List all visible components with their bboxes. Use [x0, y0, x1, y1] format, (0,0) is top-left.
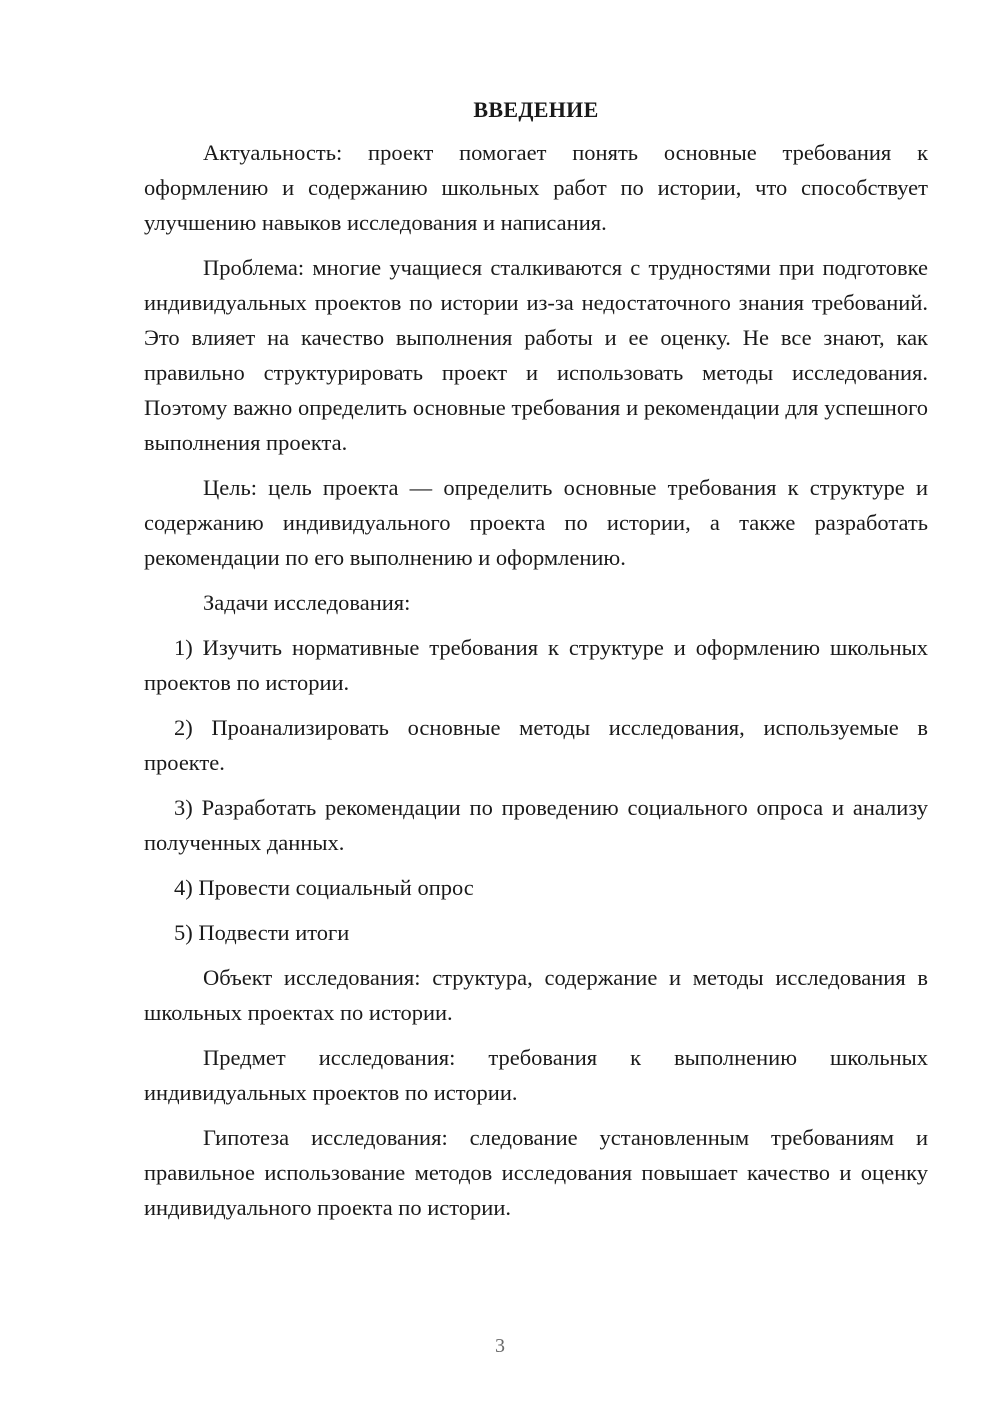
task-item-5: 5) Подвести итоги — [174, 920, 350, 945]
goal-paragraph: Цель: цель проекта — определить основные требования к структуре и содержанию индивидуального проекта по истории, а также разработать рекомендации по его выполнению и оформлению. — [144, 475, 928, 570]
relevance-paragraph: Актуальность: проект помогает понять основные требования к оформлению и содержанию школьных работ по истории, что способствует улучшению навыков исследования и написания. — [144, 140, 928, 235]
hypothesis-paragraph: Гипотеза исследования: следование установленным требованиям и правильное использование методов исследования повышает качество и оценку индивидуального проекта по истории. — [144, 1125, 928, 1220]
subject-paragraph: Предмет исследования: требования к выполнению школьных индивидуальных проектов по истории. — [144, 1045, 928, 1105]
page-number: 3 — [495, 1335, 505, 1357]
problem-paragraph: Проблема: многие учащиеся сталкиваются с трудностями при подготовке индивидуальных проектов по истории из-за недостаточного знания требований. Это влияет на качество выполнения работы и ее оценку. Не все знают, как правильно структурировать проект и использовать методы исследования. Поэтому важно определить основные требования и рекомендации для успешного выполнения проекта. — [144, 255, 928, 455]
page-title: ВВЕДЕНИЕ — [473, 97, 599, 122]
task-item-3: 3) Разработать рекомендации по проведению социального опроса и анализу полученных данных. — [144, 795, 928, 855]
task-item-2: 2) Проанализировать основные методы исследования, используемые в проекте. — [144, 715, 928, 775]
object-paragraph: Объект исследования: структура, содержание и методы исследования в школьных проектах по истории. — [144, 965, 928, 1025]
task-item-4: 4) Провести социальный опрос — [174, 875, 474, 900]
document-page — [144, 95, 928, 1235]
tasks-heading: Задачи исследования: — [203, 590, 411, 615]
task-item-1: 1) Изучить нормативные требования к структуре и оформлению школьных проектов по истории. — [144, 635, 928, 695]
